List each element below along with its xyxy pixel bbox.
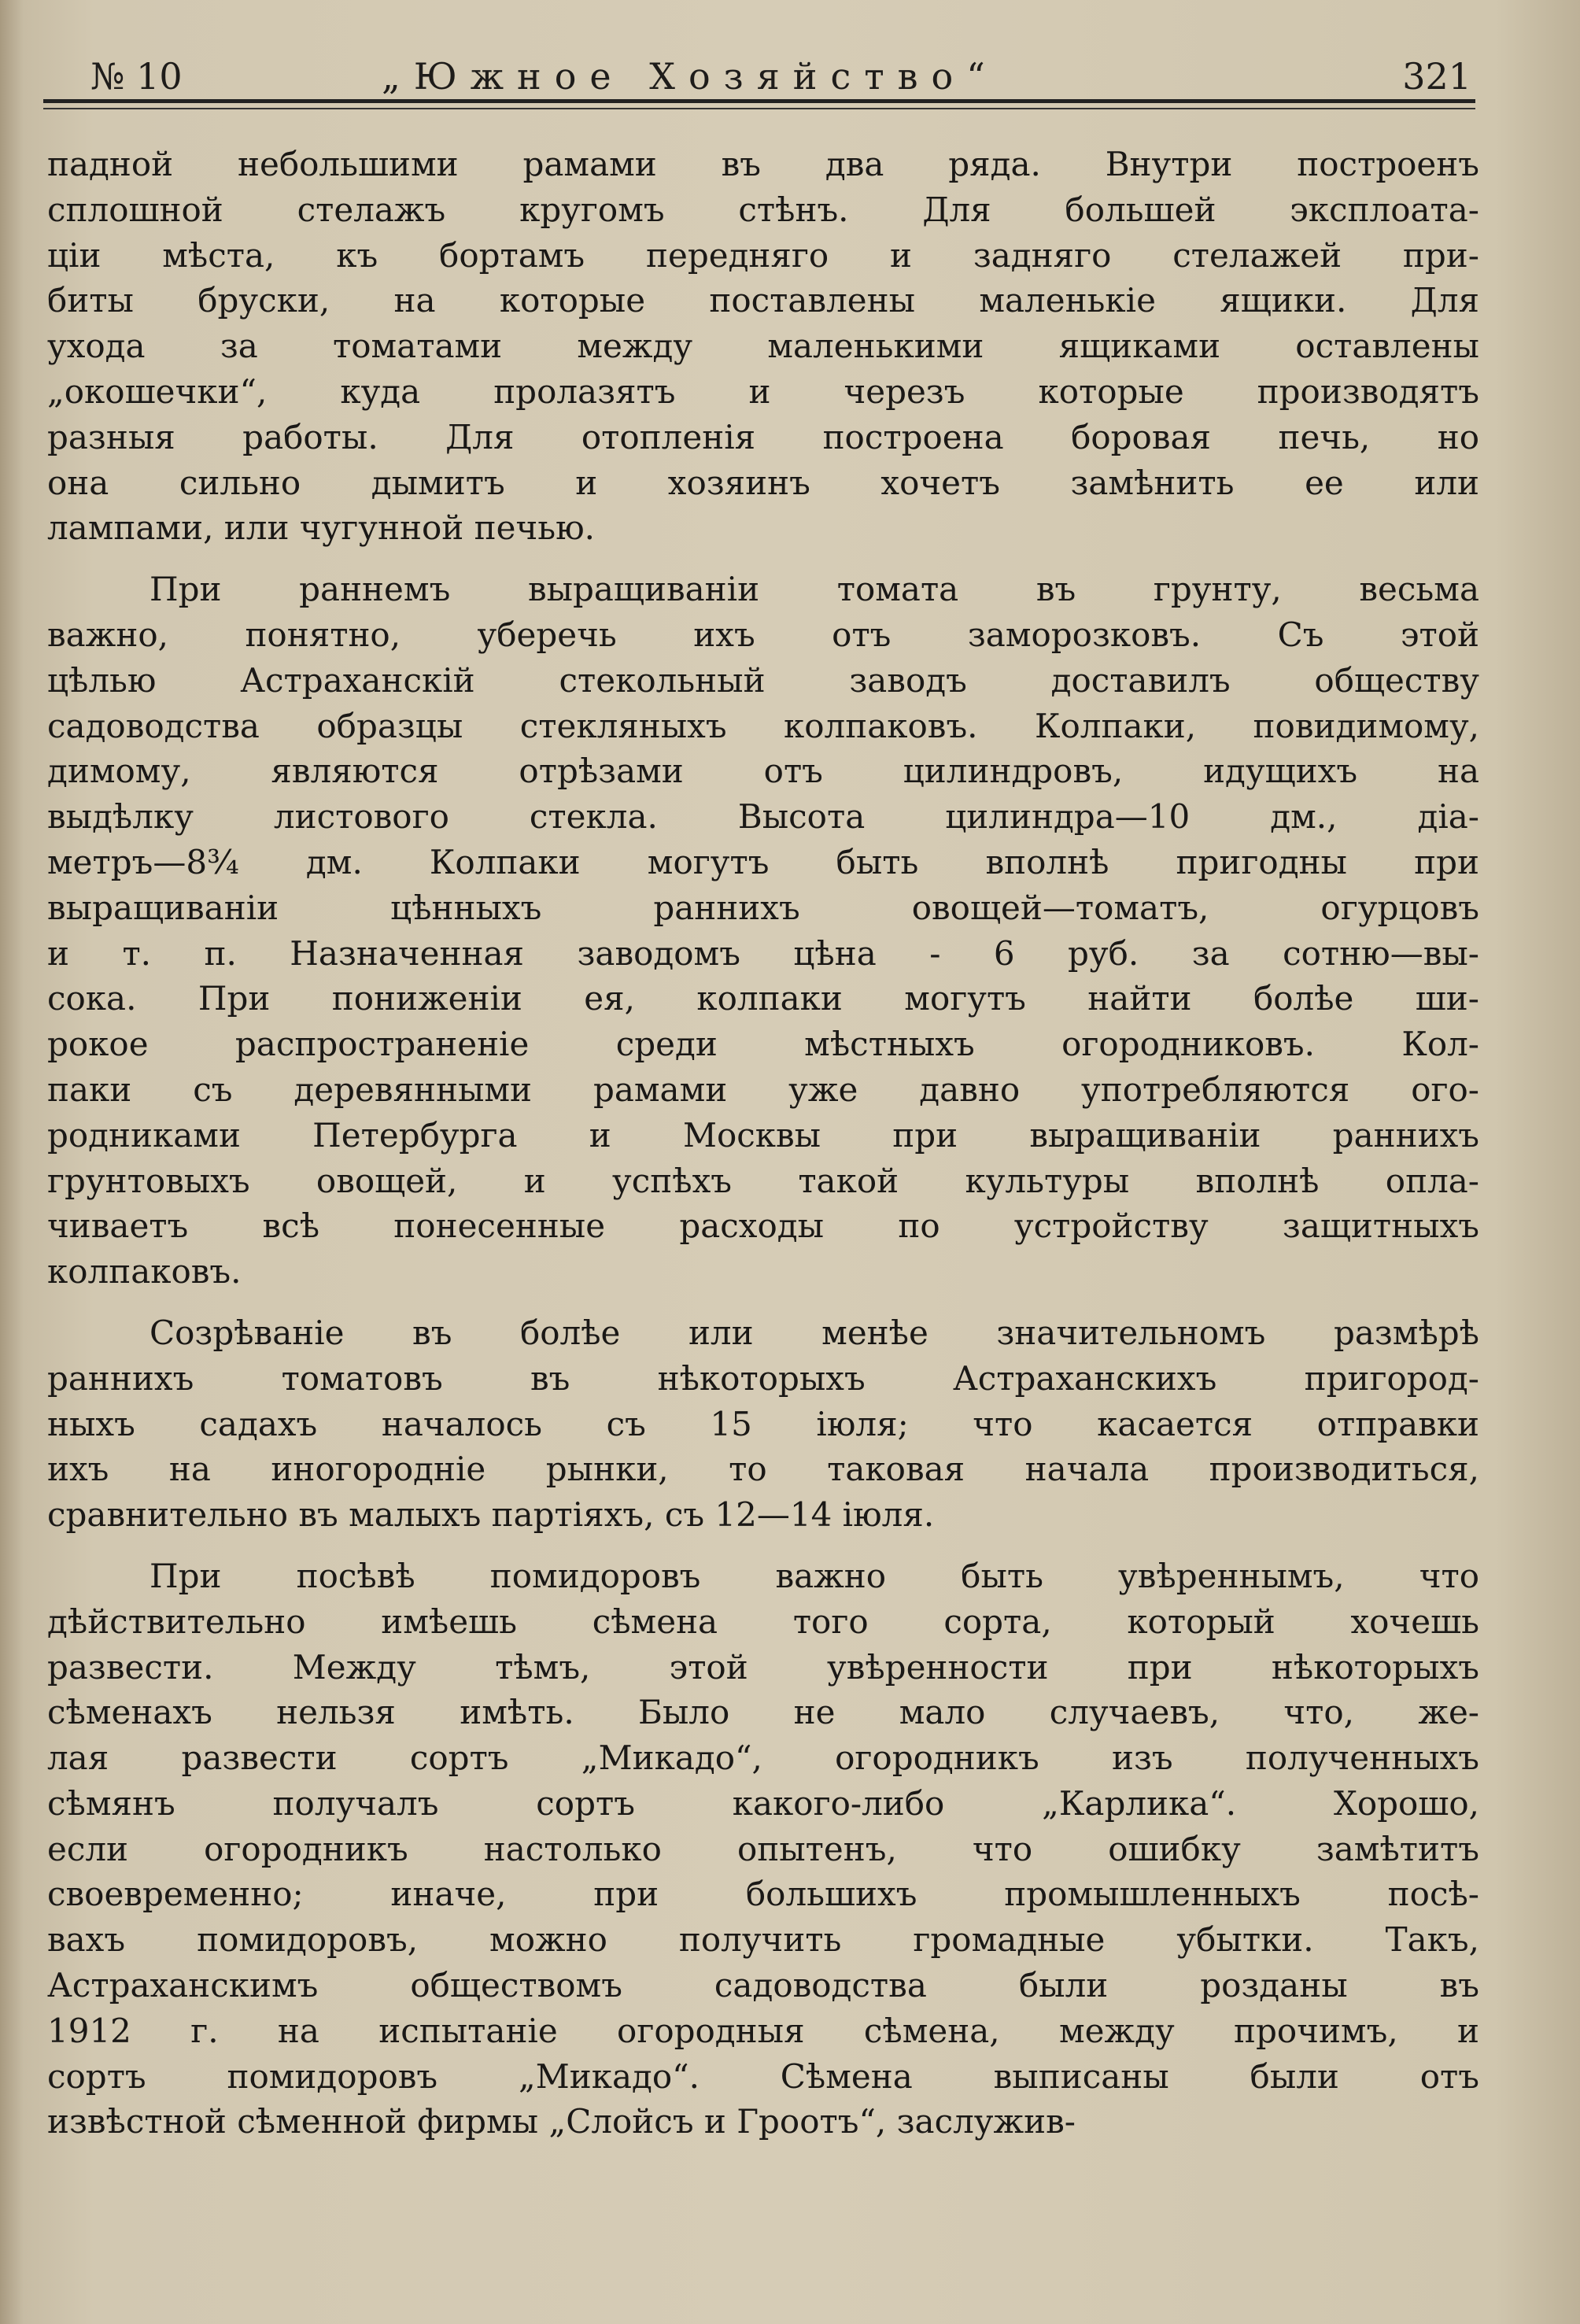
text-line: лая развести сортъ „Микадо“, огородникъ изъ полученныхъ xyxy=(47,1738,1479,1778)
text-line: падной небольшими рамами въ два ряда. Внутри построенъ xyxy=(47,145,1479,183)
text-line: развести. Между тѣмъ, этой увѣренности при нѣкоторыхъ xyxy=(47,1647,1479,1687)
text-line: она сильно дымитъ и хозяинъ хочетъ замѣнить ее или xyxy=(47,463,1479,502)
text-line: ихъ на иногородніе рынки, то таковая начала производиться, xyxy=(47,1450,1479,1489)
text-line: выдѣлку листового стекла. Высота цилиндра—10 дм., діа- xyxy=(47,797,1479,837)
text-line: биты бруски, на которые поставлены маленькіе ящики. Для xyxy=(47,281,1479,320)
text-line: 1912 г. на испытаніе огородныя сѣмена, между прочимъ, и xyxy=(47,2011,1479,2050)
text-line: сѣменахъ нельзя имѣть. Было не мало случаевъ, что, же- xyxy=(47,1693,1479,1732)
header-rule-thin xyxy=(43,108,1475,109)
page-number: 321 xyxy=(1402,55,1471,98)
text-line: цѣлью Астраханскій стекольный заводъ доставилъ обществу xyxy=(47,660,1479,700)
journal-title: „Южное Хозяйство“ xyxy=(382,55,999,98)
text-line: сплошной стелажъ кругомъ стѣнъ. Для большей эксплоата- xyxy=(47,190,1479,229)
text-line: При раннемъ выращиваніи томата въ грунту, весьма xyxy=(150,570,1479,609)
text-line: „окошечки“, куда пролазятъ и черезъ которые производятъ xyxy=(47,371,1479,411)
text-line: сортъ помидоровъ „Микадо“. Сѣмена выписаны были отъ xyxy=(47,2056,1479,2096)
text-line: Астраханскимъ обществомъ садоводства были розданы въ xyxy=(47,1966,1479,2005)
text-line: димому, являются отрѣзами отъ цилиндровъ, идущихъ на xyxy=(47,752,1479,791)
text-line: извѣстной сѣменной фирмы „Слойсъ и Гроотъ“, заслужив- xyxy=(47,2102,1076,2141)
text-line: Созрѣваніе въ болѣе или менѣе значительномъ размѣрѣ xyxy=(150,1313,1479,1352)
text-line: чиваетъ всѣ понесенные расходы по устройству защитныхъ xyxy=(47,1206,1479,1246)
header-rule xyxy=(43,99,1475,103)
text-line: ціи мѣста, къ бортамъ передняго и задняго стелажей при- xyxy=(47,235,1479,275)
text-line: паки съ деревянными рамами уже давно употребляются ого- xyxy=(47,1070,1479,1109)
text-line: При посѣвѣ помидоровъ важно быть увѣреннымъ, что xyxy=(150,1556,1479,1595)
text-line: лампами, или чугунной печью. xyxy=(47,508,596,548)
text-line: раннихъ томатовъ въ нѣкоторыхъ Астраханскихъ пригород- xyxy=(47,1358,1479,1398)
text-line: родниками Петербурга и Москвы при выращиваніи раннихъ xyxy=(47,1115,1479,1155)
text-line: сравнительно въ малыхъ партіяхъ, съ 12—14 іюля. xyxy=(47,1495,935,1535)
text-line: разныя работы. Для отопленія построена боровая печь, но xyxy=(47,417,1479,456)
text-line: выращиваніи цѣнныхъ раннихъ овощей—томатъ, огурцовъ xyxy=(47,888,1479,927)
text-line: садоводства образцы стекляныхъ колпаковъ. Колпаки, повидимому, xyxy=(47,706,1479,745)
text-line: ныхъ садахъ началось съ 15 іюля; что касается отправки xyxy=(47,1404,1479,1443)
text-line: ухода за томатами между маленькими ящиками оставлены xyxy=(47,327,1479,366)
text-line: грунтовыхъ овощей, и успѣхъ такой культуры вполнѣ опла- xyxy=(47,1161,1479,1200)
text-line: сѣмянъ получалъ сортъ какого-либо „Карлика“. Хорошо, xyxy=(47,1783,1479,1823)
text-line: если огородникъ настолько опытенъ, что ошибку замѣтитъ xyxy=(47,1829,1479,1868)
issue-number: № 10 xyxy=(90,55,183,98)
text-line: вахъ помидоровъ, можно получить громадные убытки. Такъ, xyxy=(47,1920,1479,1960)
paragraph xyxy=(47,567,1479,1295)
text-line: и т. п. Назначенная заводомъ цѣна - 6 руб. за сотню—вы- xyxy=(47,933,1479,973)
text-line: важно, понятно, уберечь ихъ отъ заморозковъ. Съ этой xyxy=(47,615,1479,654)
text-line: рокое распространеніе среди мѣстныхъ огородниковъ. Кол- xyxy=(47,1025,1479,1064)
text-line: своевременно; иначе, при большихъ промышленныхъ посѣ- xyxy=(47,1875,1479,1914)
paragraph xyxy=(47,1310,1479,1538)
text-line: сока. При пониженіи ея, колпаки могутъ найти болѣе ши- xyxy=(47,979,1479,1018)
paragraph xyxy=(47,1554,1479,2145)
body-text xyxy=(47,142,1479,2145)
text-line: дѣйствительно имѣешь сѣмена того сорта, который хочешь xyxy=(47,1602,1479,1641)
text-line: метръ—8¾ дм. Колпаки могутъ быть вполнѣ пригодны при xyxy=(47,842,1479,881)
text-line: колпаковъ. xyxy=(47,1252,242,1291)
paragraph xyxy=(47,142,1479,551)
